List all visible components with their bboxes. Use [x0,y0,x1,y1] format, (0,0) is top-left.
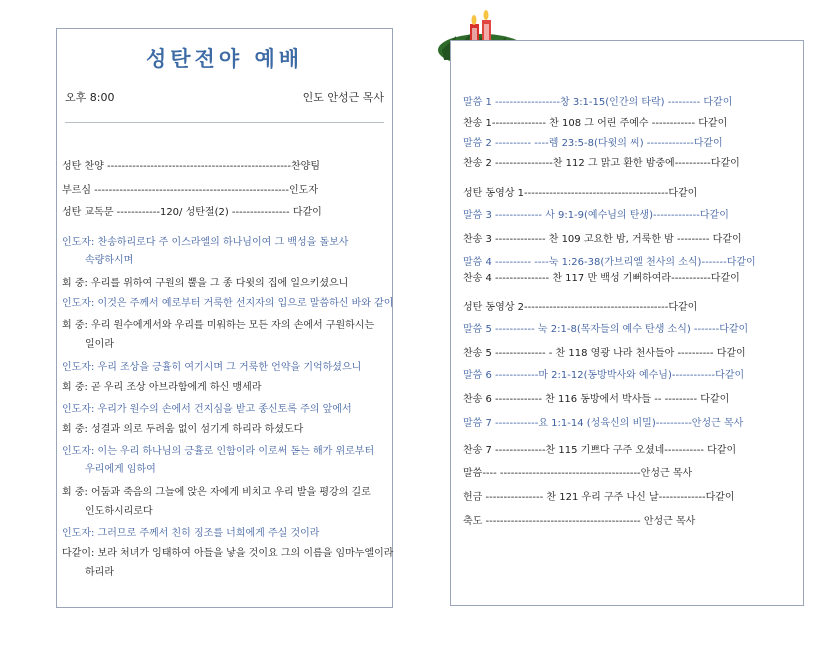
reading-line: 인도하시리로다 [85,506,153,517]
left-panel [56,28,393,608]
service-item: 말씀 4 ---------- ----눅 1:26-38(가브리엘 천사의 소식)-------다같이 [463,257,756,268]
service-item: 말씀 2 ---------- ----렘 23:5-8(다윗의 씨) -------------다같이 [463,138,723,149]
reading-line: 인도자: 찬송하리로다 주 이스라엘의 하나님이여 그 백성을 돌보사 [62,237,349,248]
service-item: 찬송 3 -------------- 찬 109 고요한 밤, 거룩한 밤 --------- 다같이 [463,234,742,245]
service-item: 말씀 7 ------------요 1:1-14 (성육신의 비밀)----------안성근 목사 [463,418,744,429]
reading-line: 우리에게 임하여 [85,464,156,475]
reading-line: 인도자: 우리 조상을 긍휼히 여기시며 그 거룩한 언약을 기억하셨으니 [62,362,362,373]
service-time: 오후 8:00 [65,91,115,104]
reading-line: 회 중: 성결과 의로 두려움 없이 섬기게 하리라 하셨도다 [62,424,304,435]
reading-line: 하리라 [85,567,114,578]
order-item: 성탄 찬양 ---------------------------------------------------찬양팀 [62,161,321,172]
service-item: 찬송 7 --------------찬 115 기쁘다 구주 오셨네----------- 다같이 [463,445,737,456]
order-item: 부르심 ------------------------------------------------------인도자 [62,185,318,196]
reading-line: 다같이: 보라 처녀가 잉태하여 아들을 낳을 것이요 그의 이름을 임마누엘이라 [62,548,394,559]
reading-line: 속량하시며 [85,255,134,266]
service-item: 성탄 동영상 1----------------------------------------다같이 [463,188,698,199]
order-item: 성탄 교독문 ------------120/ 성탄절(2) ---------------- 다같이 [62,207,322,218]
service-item: 말씀 1 ------------------창 3:1-15(인간의 타락) --------- 다같이 [463,97,733,108]
service-item: 찬송 1--------------- 찬 108 그 어린 주예수 ------------ 다같이 [463,118,728,129]
service-item: 찬송 6 ------------- 찬 116 동방에서 박사들 -- --------- 다같이 [463,394,730,405]
service-item: 성탄 동영상 2----------------------------------------다같이 [463,302,698,313]
service-item: 말씀 3 ------------- 사 9:1-9(예수님의 탄생)-------------다같이 [463,210,729,221]
service-item: 찬송 4 --------------- 찬 117 만 백성 기뻐하여라-----------다같이 [463,273,740,284]
reading-line: 인도자: 우리가 원수의 손에서 건지심을 받고 종신토록 주의 앞에서 [62,404,352,415]
page-title: 성탄전야 예배 [145,47,304,71]
divider [65,122,384,123]
reading-line: 회 중: 어둠과 죽음의 그늘에 앉은 자에게 비치고 우리 발을 평강의 길로 [62,487,371,498]
reading-line: 회 중: 우리 원수에게서와 우리를 미워하는 모든 자의 손에서 구원하시는 [62,320,375,331]
service-item: 말씀---- ---------------------------------------안성근 목사 [463,468,693,479]
reading-line: 인도자: 이는 우리 하나님의 긍휼로 인함이라 이로써 돋는 해가 위로부터 [62,446,375,457]
reading-line: 일이라 [85,339,114,350]
reading-line: 회 중: 곧 우리 조상 아브라함에게 하신 맹세라 [62,382,262,393]
right-panel [450,40,804,606]
service-item: 찬송 2 ----------------찬 112 그 맑고 환한 밤중에----------다같이 [463,158,740,169]
reading-line: 회 중: 우리를 위하여 구원의 뿔을 그 종 다윗의 집에 일으키셨으니 [62,278,349,289]
reading-line: 인도자: 그러므로 주께서 친히 징조를 너희에게 주실 것이라 [62,528,320,539]
service-item: 말씀 5 ----------- 눅 2:1-8(목자들의 예수 탄생 소식) -------다같이 [463,324,749,335]
service-item: 찬송 5 -------------- - 찬 118 영광 나라 천사들아 ---------- 다같이 [463,348,746,359]
reading-line: 인도자: 이것은 주께서 예로부터 거룩한 선지자의 입으로 말씀하신 바와 같이 [62,298,394,309]
service-item: 말씀 6 ------------마 2:1-12(동방박사와 예수님)------------다같이 [463,370,745,381]
service-item: 축도 ------------------------------------------- 안성근 목사 [463,516,696,527]
service-item: 헌금 ---------------- 찬 121 우리 구주 나신 날-------------다같이 [463,492,735,503]
service-leader: 인도 안성근 목사 [302,91,384,104]
